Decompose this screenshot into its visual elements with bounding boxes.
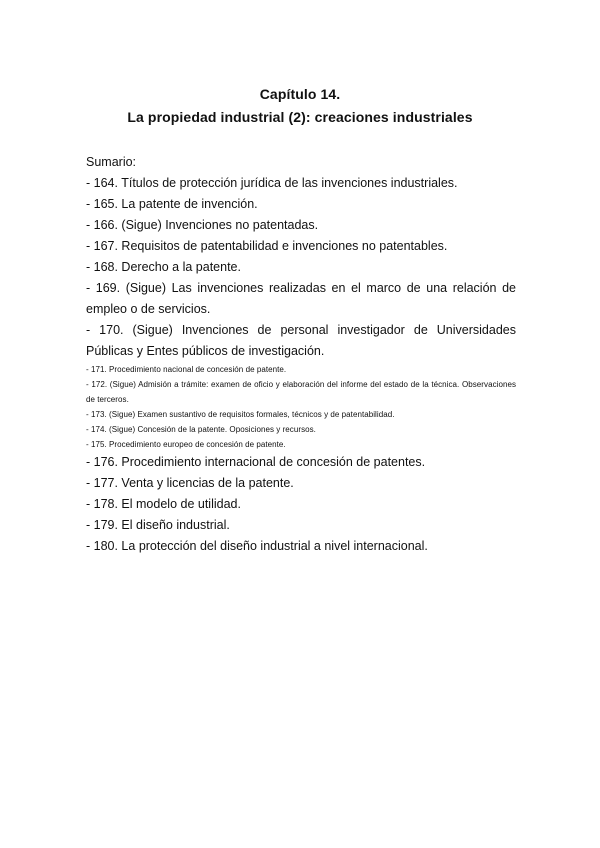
summary-entry-175: - 175. Procedimiento europeo de concesión de patente. [86, 440, 286, 449]
summary-entry-171: - 171. Procedimiento nacional de concesión de patente. [86, 365, 287, 374]
summary-entry-177: - 177. Venta y licencias de la patente. [86, 476, 294, 490]
summary-entry-165: - 165. La patente de invención. [86, 197, 258, 211]
summary-entry-172: - 172. (Sigue) Admisión a trámite: examen de oficio y elaboración del informe del estado de la técnica. Observaciones de terceros. [86, 380, 516, 404]
summary-label: Sumario: [86, 155, 137, 169]
summary-entry-168: - 168. Derecho a la patente. [86, 260, 241, 274]
summary-entry-180: - 180. La protección del diseño industrial a nivel internacional. [86, 539, 428, 553]
summary-entry-167: - 167. Requisitos de patentabilidad e invenciones no patentables. [86, 239, 448, 253]
summary-entry-164: - 164. Títulos de protección jurídica de las invenciones industriales. [86, 176, 458, 190]
summary-entry-169: - 169. (Sigue) Las invenciones realizadas en el marco de una relación de empleo o de servicios. [86, 281, 516, 316]
summary-entry-178: - 178. El modelo de utilidad. [86, 497, 241, 511]
summary-entry-176: - 176. Procedimiento internacional de concesión de patentes. [86, 455, 426, 469]
summary-entry-166: - 166. (Sigue) Invenciones no patentadas. [86, 218, 319, 232]
chapter-title: La propiedad industrial (2): creaciones industriales [127, 109, 473, 125]
chapter-heading: Capítulo 14. [259, 86, 341, 102]
summary-entry-173: - 173. (Sigue) Examen sustantivo de requisitos formales, técnicos y de patentabilidad. [86, 410, 395, 419]
summary-entry-174: - 174. (Sigue) Concesión de la patente. Oposiciones y recursos. [86, 425, 316, 434]
summary-entry-179: - 179. El diseño industrial. [86, 518, 230, 532]
summary-section [86, 152, 516, 557]
summary-entry-170: - 170. (Sigue) Invenciones de personal investigador de Universidades Públicas y Entes públicos de investigación. [86, 323, 516, 358]
